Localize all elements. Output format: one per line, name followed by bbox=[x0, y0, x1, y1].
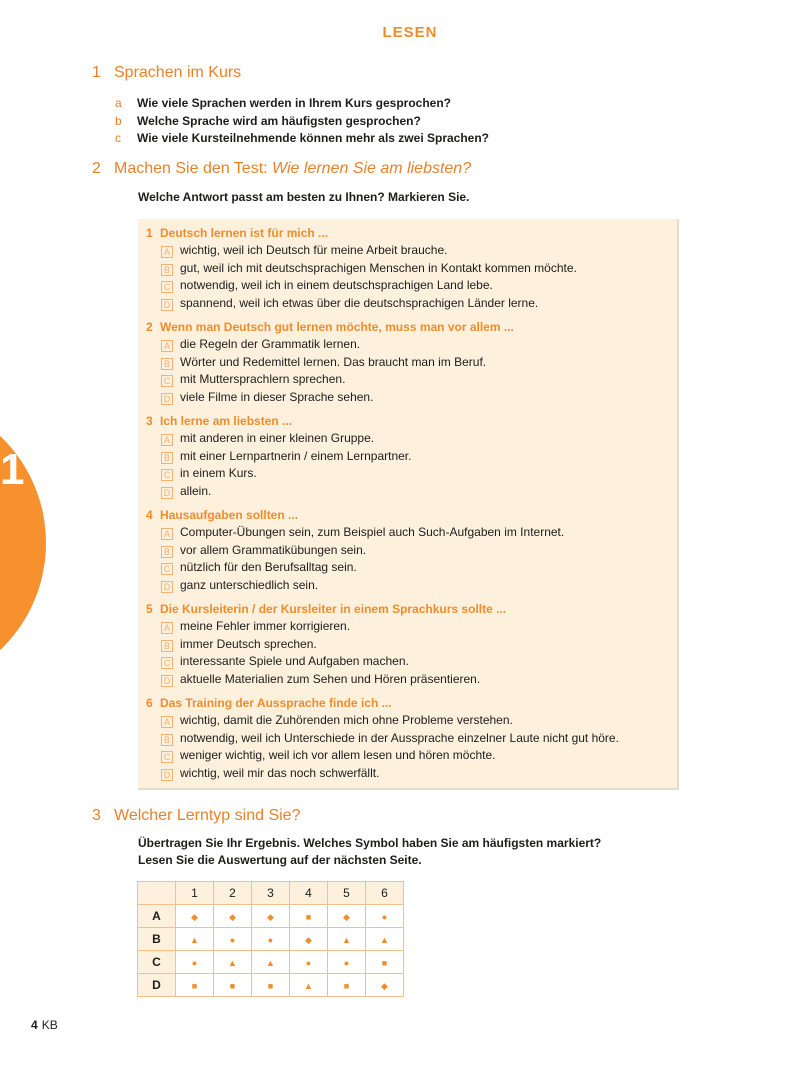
symbol-cell bbox=[176, 974, 214, 997]
question-text: Hausaufgaben sollten ... bbox=[160, 508, 299, 522]
symbol-cell bbox=[366, 974, 404, 997]
column-header: 4 bbox=[290, 882, 328, 905]
checkbox-letter[interactable]: C bbox=[161, 281, 173, 293]
column-header: 3 bbox=[252, 882, 290, 905]
checkbox-letter[interactable]: C bbox=[161, 563, 173, 575]
symbol-cell bbox=[328, 905, 366, 928]
chapter-tab bbox=[0, 395, 46, 691]
symbol-cell bbox=[176, 905, 214, 928]
checkbox-letter[interactable]: A bbox=[161, 246, 173, 258]
page-number: 4 bbox=[31, 1018, 38, 1032]
answer-option[interactable] bbox=[146, 577, 677, 595]
answer-option[interactable] bbox=[146, 636, 677, 654]
test-box bbox=[138, 219, 679, 790]
test-question bbox=[146, 506, 677, 524]
symbol-cell bbox=[214, 951, 252, 974]
symbol-cell bbox=[366, 905, 404, 928]
question-c bbox=[115, 130, 489, 148]
answer-option[interactable] bbox=[146, 730, 677, 748]
section-2-heading bbox=[92, 160, 471, 178]
checkbox-letter[interactable]: D bbox=[161, 675, 173, 687]
row-label: D bbox=[138, 974, 176, 997]
test-question-group bbox=[146, 506, 677, 594]
section-title: Machen Sie den Test: bbox=[114, 160, 273, 177]
checkbox-letter[interactable]: B bbox=[161, 734, 173, 746]
question-number: 3 bbox=[146, 414, 153, 428]
checkbox-letter[interactable]: A bbox=[161, 622, 173, 634]
symbol-icon: ▲ bbox=[380, 935, 389, 945]
symbol-cell bbox=[328, 928, 366, 951]
test-question-group bbox=[146, 412, 677, 500]
symbol-cell bbox=[252, 951, 290, 974]
option-text: mit anderen in einer kleinen Gruppe. bbox=[180, 431, 375, 445]
checkbox-letter[interactable]: B bbox=[161, 546, 173, 558]
section-3-instruction bbox=[138, 835, 601, 869]
answer-option[interactable] bbox=[146, 260, 677, 278]
row-label: B bbox=[138, 928, 176, 951]
question-text: Welche Sprache wird am häufigsten gesprochen? bbox=[137, 113, 421, 128]
result-table bbox=[137, 881, 404, 997]
checkbox-letter[interactable]: A bbox=[161, 528, 173, 540]
table-row bbox=[138, 951, 404, 974]
answer-option[interactable] bbox=[146, 242, 677, 260]
row-label: A bbox=[138, 905, 176, 928]
question-text: Wie viele Sprachen werden in Ihrem Kurs gesprochen? bbox=[137, 96, 451, 110]
symbol-cell bbox=[290, 974, 328, 997]
page-title: LESEN bbox=[382, 24, 438, 41]
option-text: ganz unterschiedlich sein. bbox=[180, 577, 319, 592]
symbol-icon: ● bbox=[381, 912, 388, 922]
option-text: wichtig, weil mir das noch schwerfällt. bbox=[180, 765, 380, 780]
symbol-icon: ■ bbox=[305, 912, 312, 922]
test-question-group bbox=[146, 694, 677, 782]
answer-option[interactable] bbox=[146, 653, 677, 671]
answer-option[interactable] bbox=[146, 354, 677, 372]
answer-option[interactable] bbox=[146, 559, 677, 577]
test-question bbox=[146, 694, 677, 712]
test-question bbox=[146, 318, 677, 336]
instruction-line: Lesen Sie die Auswertung auf der nächsten Seite. bbox=[138, 853, 422, 867]
answer-option[interactable] bbox=[146, 747, 677, 765]
option-text: nützlich für den Berufsalltag sein. bbox=[180, 560, 357, 574]
checkbox-letter[interactable]: C bbox=[161, 469, 173, 481]
column-header: 2 bbox=[214, 882, 252, 905]
option-text: viele Filme in dieser Sprache sehen. bbox=[180, 389, 374, 404]
symbol-icon: ◆ bbox=[191, 912, 198, 922]
symbol-cell bbox=[214, 928, 252, 951]
section-1-heading bbox=[92, 64, 241, 82]
symbol-cell bbox=[252, 974, 290, 997]
symbol-cell bbox=[290, 905, 328, 928]
option-text: notwendig, weil ich Unterschiede in der Aussprache einzelner Laute nicht gut höre. bbox=[180, 730, 619, 745]
question-b bbox=[115, 113, 489, 131]
option-text: Wörter und Redemittel lernen. Das braucht man im Beruf. bbox=[180, 354, 487, 369]
test-question bbox=[146, 224, 677, 242]
checkbox-letter[interactable]: D bbox=[161, 393, 173, 405]
answer-option[interactable] bbox=[146, 524, 677, 542]
book-code: KB bbox=[41, 1018, 58, 1032]
table-row bbox=[138, 905, 404, 928]
checkbox-letter[interactable]: D bbox=[161, 581, 173, 593]
answer-option[interactable] bbox=[146, 542, 677, 560]
answer-option[interactable] bbox=[146, 618, 677, 636]
checkbox-letter[interactable]: C bbox=[161, 375, 173, 387]
column-header: 6 bbox=[366, 882, 404, 905]
symbol-icon: ■ bbox=[229, 981, 236, 991]
option-text: allein. bbox=[180, 483, 212, 498]
test-question-group bbox=[146, 224, 677, 312]
symbol-icon: ▲ bbox=[342, 935, 351, 945]
option-text: in einem Kurs. bbox=[180, 466, 257, 480]
option-text: spannend, weil ich etwas über die deutschsprachigen Länder lerne. bbox=[180, 295, 539, 310]
option-text: wichtig, weil ich Deutsch für meine Arbeit brauche. bbox=[180, 243, 448, 257]
question-letter: b bbox=[115, 113, 122, 128]
section-title: Welcher Lerntyp sind Sie? bbox=[114, 807, 301, 824]
option-text: meine Fehler immer korrigieren. bbox=[180, 619, 351, 633]
question-text: Wie viele Kursteilnehmende können mehr als zwei Sprachen? bbox=[137, 131, 489, 145]
section-number: 1 bbox=[92, 64, 101, 81]
symbol-cell bbox=[290, 928, 328, 951]
question-text: Deutsch lernen ist für mich ... bbox=[160, 226, 329, 240]
checkbox-letter[interactable]: D bbox=[161, 299, 173, 311]
symbol-cell bbox=[252, 905, 290, 928]
checkbox-letter[interactable]: B bbox=[161, 264, 173, 276]
option-text: wichtig, damit die Zuhörenden mich ohne Probleme verstehen. bbox=[180, 713, 513, 727]
symbol-icon: ■ bbox=[191, 981, 198, 991]
table-row bbox=[138, 974, 404, 997]
question-text: Ich lerne am liebsten ... bbox=[160, 414, 293, 428]
test-question bbox=[146, 600, 677, 618]
section-1-questions bbox=[115, 95, 489, 148]
option-text: gut, weil ich mit deutschsprachigen Menschen in Kontakt kommen möchte. bbox=[180, 260, 577, 275]
option-text: die Regeln der Grammatik lernen. bbox=[180, 337, 361, 351]
chapter-number: 1 bbox=[0, 445, 25, 494]
symbol-icon: ● bbox=[305, 958, 312, 968]
page-footer bbox=[31, 1018, 58, 1032]
symbol-icon: ● bbox=[267, 935, 274, 945]
checkbox-letter[interactable]: D bbox=[161, 487, 173, 499]
option-text: Computer-Übungen sein, zum Beispiel auch Such-Aufgaben im Internet. bbox=[180, 525, 565, 539]
symbol-icon: ■ bbox=[343, 981, 350, 991]
question-number: 5 bbox=[146, 602, 153, 616]
symbol-icon: ● bbox=[343, 958, 350, 968]
symbol-cell bbox=[252, 928, 290, 951]
section-title-italic: Wie lernen Sie am liebsten? bbox=[272, 160, 472, 177]
test-question-group bbox=[146, 600, 677, 688]
table-row bbox=[138, 928, 404, 951]
question-letter: a bbox=[115, 96, 122, 110]
section-3-heading bbox=[92, 807, 300, 825]
answer-option[interactable] bbox=[146, 712, 677, 730]
checkbox-letter[interactable]: B bbox=[161, 452, 173, 464]
option-text: weniger wichtig, weil ich vor allem lesen und hören möchte. bbox=[180, 748, 496, 762]
option-text: interessante Spiele und Aufgaben machen. bbox=[180, 654, 409, 668]
symbol-icon: ◆ bbox=[305, 935, 312, 945]
table-corner-cell bbox=[138, 882, 176, 905]
checkbox-letter[interactable]: B bbox=[161, 640, 173, 652]
checkbox-letter[interactable]: D bbox=[161, 769, 173, 781]
option-text: vor allem Grammatikübungen sein. bbox=[180, 542, 367, 557]
answer-option[interactable] bbox=[146, 336, 677, 354]
symbol-cell bbox=[366, 951, 404, 974]
question-letter: c bbox=[115, 131, 121, 145]
question-text: Das Training der Aussprache finde ich ... bbox=[160, 696, 392, 710]
question-number: 6 bbox=[146, 696, 153, 710]
question-number: 2 bbox=[146, 320, 153, 334]
question-number: 4 bbox=[146, 508, 153, 522]
answer-option[interactable] bbox=[146, 448, 677, 466]
section-number: 2 bbox=[92, 160, 101, 177]
symbol-cell bbox=[328, 951, 366, 974]
checkbox-letter[interactable]: A bbox=[161, 716, 173, 728]
instruction-line: Übertragen Sie Ihr Ergebnis. Welches Symbol haben Sie am häufigsten markiert? bbox=[138, 836, 602, 850]
answer-option[interactable] bbox=[146, 389, 677, 407]
option-text: mit Muttersprachlern sprechen. bbox=[180, 372, 346, 386]
answer-option[interactable] bbox=[146, 277, 677, 295]
column-header: 5 bbox=[328, 882, 366, 905]
checkbox-letter[interactable]: C bbox=[161, 751, 173, 763]
answer-option[interactable] bbox=[146, 430, 677, 448]
symbol-icon: ▲ bbox=[190, 935, 199, 945]
answer-option[interactable] bbox=[146, 295, 677, 313]
symbol-icon: ● bbox=[191, 958, 198, 968]
section-number: 3 bbox=[92, 807, 101, 824]
answer-option[interactable] bbox=[146, 671, 677, 689]
test-question-group bbox=[146, 318, 677, 406]
question-text: Die Kursleiterin / der Kursleiter in einem Sprachkurs sollte ... bbox=[160, 602, 507, 616]
checkbox-letter[interactable]: A bbox=[161, 340, 173, 352]
symbol-icon: ◆ bbox=[381, 981, 388, 991]
answer-option[interactable] bbox=[146, 765, 677, 783]
symbol-icon: ● bbox=[229, 935, 236, 945]
checkbox-letter[interactable]: A bbox=[161, 434, 173, 446]
checkbox-letter[interactable]: C bbox=[161, 657, 173, 669]
symbol-icon: ◆ bbox=[267, 912, 274, 922]
test-question bbox=[146, 412, 677, 430]
symbol-cell bbox=[176, 951, 214, 974]
answer-option[interactable] bbox=[146, 371, 677, 389]
symbol-cell bbox=[290, 951, 328, 974]
symbol-cell bbox=[328, 974, 366, 997]
symbol-icon: ◆ bbox=[343, 912, 350, 922]
option-text: aktuelle Materialien zum Sehen und Hören präsentieren. bbox=[180, 671, 481, 686]
symbol-cell bbox=[176, 928, 214, 951]
option-text: immer Deutsch sprechen. bbox=[180, 636, 317, 651]
table-header-row bbox=[138, 882, 404, 905]
symbol-icon: ▲ bbox=[304, 981, 313, 991]
symbol-cell bbox=[214, 905, 252, 928]
option-text: mit einer Lernpartnerin / einem Lernpartner. bbox=[180, 448, 412, 463]
symbol-icon: ▲ bbox=[266, 958, 275, 968]
question-text: Wenn man Deutsch gut lernen möchte, muss man vor allem ... bbox=[160, 320, 514, 334]
answer-option[interactable] bbox=[146, 465, 677, 483]
section-title: Sprachen im Kurs bbox=[114, 64, 242, 81]
symbol-icon: ▲ bbox=[228, 958, 237, 968]
checkbox-letter[interactable]: B bbox=[161, 358, 173, 370]
symbol-cell bbox=[214, 974, 252, 997]
question-number: 1 bbox=[146, 226, 153, 240]
symbol-cell bbox=[366, 928, 404, 951]
option-text: notwendig, weil ich in einem deutschsprachigen Land lebe. bbox=[180, 278, 493, 292]
column-header: 1 bbox=[176, 882, 214, 905]
symbol-icon: ■ bbox=[267, 981, 274, 991]
section-2-instruction: Welche Antwort passt am besten zu Ihnen? Markieren Sie. bbox=[138, 190, 470, 204]
question-a bbox=[115, 95, 489, 113]
row-label: C bbox=[138, 951, 176, 974]
symbol-icon: ◆ bbox=[229, 912, 236, 922]
symbol-icon: ■ bbox=[381, 958, 388, 968]
answer-option[interactable] bbox=[146, 483, 677, 501]
